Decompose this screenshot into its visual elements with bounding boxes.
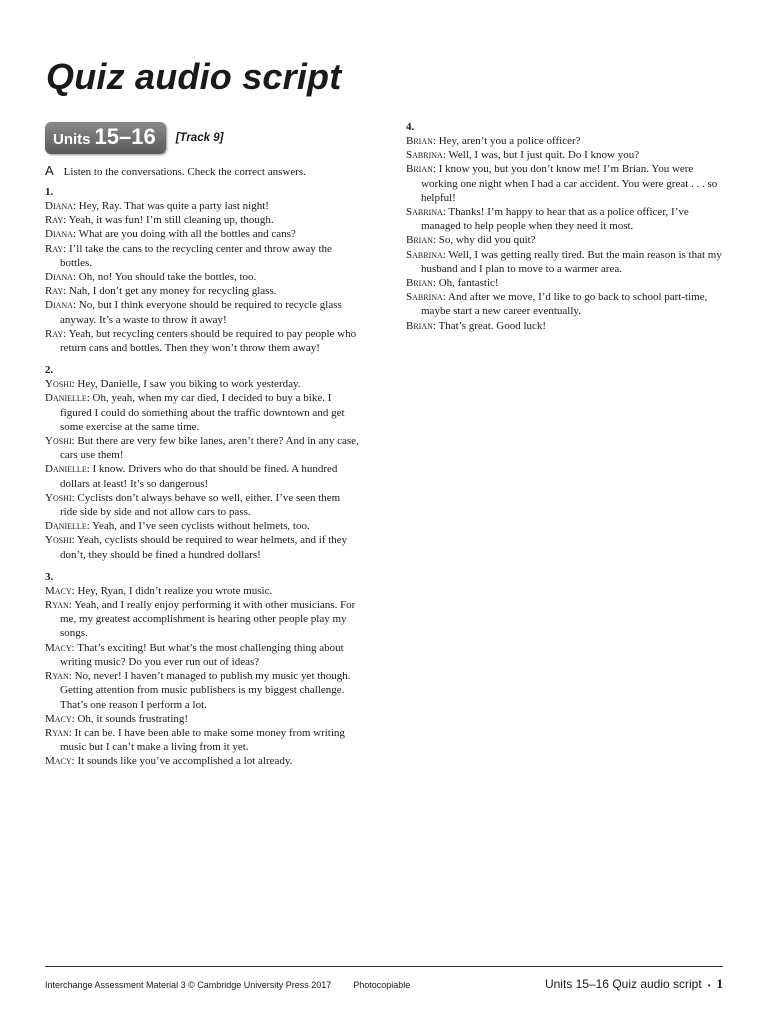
dialogue-text: I’ll take the cans to the recycling center and throw away the bottles. xyxy=(60,242,332,269)
dialogue-line xyxy=(45,242,360,270)
dialogue-text: Yeah, it was fun! I’m still cleaning up, though. xyxy=(68,214,274,227)
dialogue-text: Yeah, cyclists should be required to wear helmets, and if they don’t, they should be fined a hundred dollars! xyxy=(60,534,348,561)
left-column xyxy=(45,120,360,777)
dialogue-line xyxy=(45,726,360,754)
speaker-name: Sabrina: xyxy=(406,149,446,162)
speaker-name: Brian: xyxy=(406,277,436,290)
dialogue-text: Yeah, and I’ve seen cyclists without helmets, too. xyxy=(92,520,310,533)
dialogue-line xyxy=(45,462,360,490)
dialogue-line xyxy=(406,276,726,290)
footer-photocopiable: Photocopiable xyxy=(353,980,411,990)
dialogue-line xyxy=(45,434,360,462)
conversation-number: 2. xyxy=(45,364,54,377)
speaker-name: Sabrina: xyxy=(406,291,446,304)
footer xyxy=(45,976,723,992)
speaker-name: Brian: xyxy=(406,135,436,147)
speaker-name: Diana: xyxy=(45,200,76,212)
conversation-number: 1. xyxy=(45,186,54,198)
dialogue-text: What are you doing with all the bottles and cans? xyxy=(78,228,296,241)
dialogue-line xyxy=(45,598,360,641)
speaker-name: Macy: xyxy=(45,641,75,654)
dialogue-text: Thanks! I’m happy to hear that as a police officer, I’ve managed to help people when they need it most. xyxy=(421,206,689,233)
speaker-name: Diana: xyxy=(45,271,76,284)
speaker-name: Ryan: xyxy=(45,670,72,683)
speaker-name: Yoshi: xyxy=(45,491,75,504)
conversation-1 xyxy=(45,185,360,355)
units-word: Units xyxy=(53,131,91,148)
units-range: 15–16 xyxy=(94,124,156,149)
speaker-name: Danielle: xyxy=(45,463,90,476)
dialogue-line xyxy=(45,712,360,726)
dialogue-text: Hey, Ryan, I didn’t realize you wrote music. xyxy=(77,584,273,597)
dialogue-line xyxy=(45,227,360,241)
dialogue-text: That’s great. Good luck! xyxy=(438,319,547,332)
speaker-name: Macy: xyxy=(45,712,75,725)
dialogue-text: But there are very few bike lanes, aren’t there? And in any case, cars use them! xyxy=(60,435,359,462)
dialogue-text: And after we move, I’d like to go back to school part-time, maybe start a new career eventually. xyxy=(421,291,708,318)
speaker-name: Ray: xyxy=(45,327,67,340)
dialogue-text: Oh, no! You should take the bottles, too. xyxy=(78,271,257,284)
dialogue-line xyxy=(406,290,726,318)
dialogue-text: Oh, fantastic! xyxy=(438,277,499,290)
dialogue-line xyxy=(45,391,360,434)
speaker-name: Danielle: xyxy=(45,520,90,533)
dialogue-line xyxy=(406,162,726,205)
page-number: 1 xyxy=(716,976,723,991)
speaker-name: Brian: xyxy=(406,163,436,176)
dialogue-line xyxy=(45,754,360,768)
dialogue-text: No, but I think everyone should be required to recycle glass anyway. It’s a waste to throw it away! xyxy=(60,299,342,326)
dialogue-line xyxy=(45,669,360,712)
dialogue-text: Well, I was, but I just quit. Do I know you? xyxy=(448,149,640,162)
page-title: Quiz audio script xyxy=(46,56,342,97)
speaker-name: Diana: xyxy=(45,299,76,312)
speaker-name: Ryan: xyxy=(45,726,72,739)
dialogue-text: Hey, Danielle, I saw you biking to work yesterday. xyxy=(77,378,301,391)
speaker-name: Sabrina: xyxy=(406,248,446,261)
dialogue-text: Well, I was getting really tired. But the main reason is that my husband and I plan to move to a warmer area. xyxy=(421,248,722,275)
speaker-name: Danielle: xyxy=(45,392,90,405)
speaker-name: Brian: xyxy=(406,319,436,332)
dialogue-text: Nah, I don’t get any money for recycling glass. xyxy=(68,285,277,298)
footer-title: Units 15–16 Quiz audio script xyxy=(544,977,702,991)
dialogue-line xyxy=(45,641,360,669)
instruction xyxy=(45,164,360,179)
units-badge xyxy=(45,122,166,154)
dialogue-text: So, why did you quit? xyxy=(438,234,536,247)
speaker-name: Ray: xyxy=(45,242,67,255)
conversation-3 xyxy=(45,570,360,769)
speaker-name: Ray: xyxy=(45,214,67,227)
dialogue-line xyxy=(45,199,360,213)
right-column xyxy=(406,120,726,341)
dialogue-text: I know you, but you don’t know me! I’m Brian. You were working one night when I had a car accident. You were great . . . so helpful! xyxy=(421,163,718,204)
dialogue-line xyxy=(45,377,360,391)
dialogue-line xyxy=(45,584,360,598)
dialogue-text: Yeah, but recycling centers should be required to pay people who return cans and bottles. Then they won’t throw them away! xyxy=(60,327,357,355)
speaker-name: Brian: xyxy=(406,234,436,247)
speaker-name: Diana: xyxy=(45,228,76,241)
conversation-number: 4. xyxy=(406,121,415,133)
speaker-name: Yoshi: xyxy=(45,378,75,391)
conversation-2 xyxy=(45,363,360,562)
dialogue-text: I know. Drivers who do that should be fined. A hundred dollars at least! It’s so dangerous! xyxy=(60,463,338,490)
conversation-4 xyxy=(406,120,726,333)
footer-bullet: • xyxy=(707,981,711,990)
section-letter: A xyxy=(45,163,54,178)
dialogue-text: Hey, aren’t you a police officer? xyxy=(438,135,581,147)
dialogue-line xyxy=(406,319,726,333)
dialogue-line xyxy=(406,248,726,276)
dialogue-line xyxy=(406,205,726,233)
dialogue-line xyxy=(45,519,360,533)
dialogue-line xyxy=(45,213,360,227)
dialogue-line xyxy=(45,270,360,284)
speaker-name: Macy: xyxy=(45,584,75,597)
dialogue-line xyxy=(45,533,360,561)
conversation-number: 3. xyxy=(45,570,54,583)
dialogue-text: Oh, yeah, when my car died, I decided to buy a bike. I figured I could do something about the traffic downtown and get some exercise at the same time. xyxy=(60,392,345,433)
instruction-text: Listen to the conversations. Check the correct answers. xyxy=(63,166,306,178)
dialogue-text: Oh, it sounds frustrating! xyxy=(77,712,189,725)
dialogue-line xyxy=(45,298,360,326)
speaker-name: Yoshi: xyxy=(45,534,75,547)
dialogue-line xyxy=(45,284,360,298)
speaker-name: Yoshi: xyxy=(45,435,75,448)
dialogue-text: Yeah, and I really enjoy performing it with other musicians. For me, my greatest accomplishment is hearing other people play my songs. xyxy=(60,599,356,640)
dialogue-text: It can be. I have been able to make some money from writing music but I can’t make a living from it yet. xyxy=(60,726,345,754)
dialogue-text: Cyclists don’t always behave so well, either. I’ve seen them ride side by side and not allow cars to pass. xyxy=(60,491,341,519)
units-header xyxy=(45,120,360,156)
dialogue-line xyxy=(45,327,360,355)
dialogue-line xyxy=(406,148,726,162)
dialogue-text: Hey, Ray. That was quite a party last night! xyxy=(78,200,269,212)
dialogue-line xyxy=(45,491,360,519)
speaker-name: Sabrina: xyxy=(406,206,446,219)
dialogue-text: It sounds like you’ve accomplished a lot already. xyxy=(77,755,293,768)
footer-divider xyxy=(45,966,723,967)
speaker-name: Ray: xyxy=(45,285,67,298)
dialogue-text: No, never! I haven’t managed to publish my music yet though. Getting attention from music publishers is my biggest challenge. That’s one reason I perform a lot. xyxy=(60,670,351,711)
speaker-name: Macy: xyxy=(45,755,75,768)
dialogue-line xyxy=(406,233,726,247)
footer-copyright: Interchange Assessment Material 3 © Cambridge University Press 2017 xyxy=(45,980,332,990)
dialogue-line xyxy=(406,134,726,148)
track-label: [Track 9] xyxy=(175,132,224,144)
speaker-name: Ryan: xyxy=(45,599,72,612)
dialogue-text: That’s exciting! But what’s the most challenging thing about writing music? Do you ever run out of ideas? xyxy=(60,641,344,668)
